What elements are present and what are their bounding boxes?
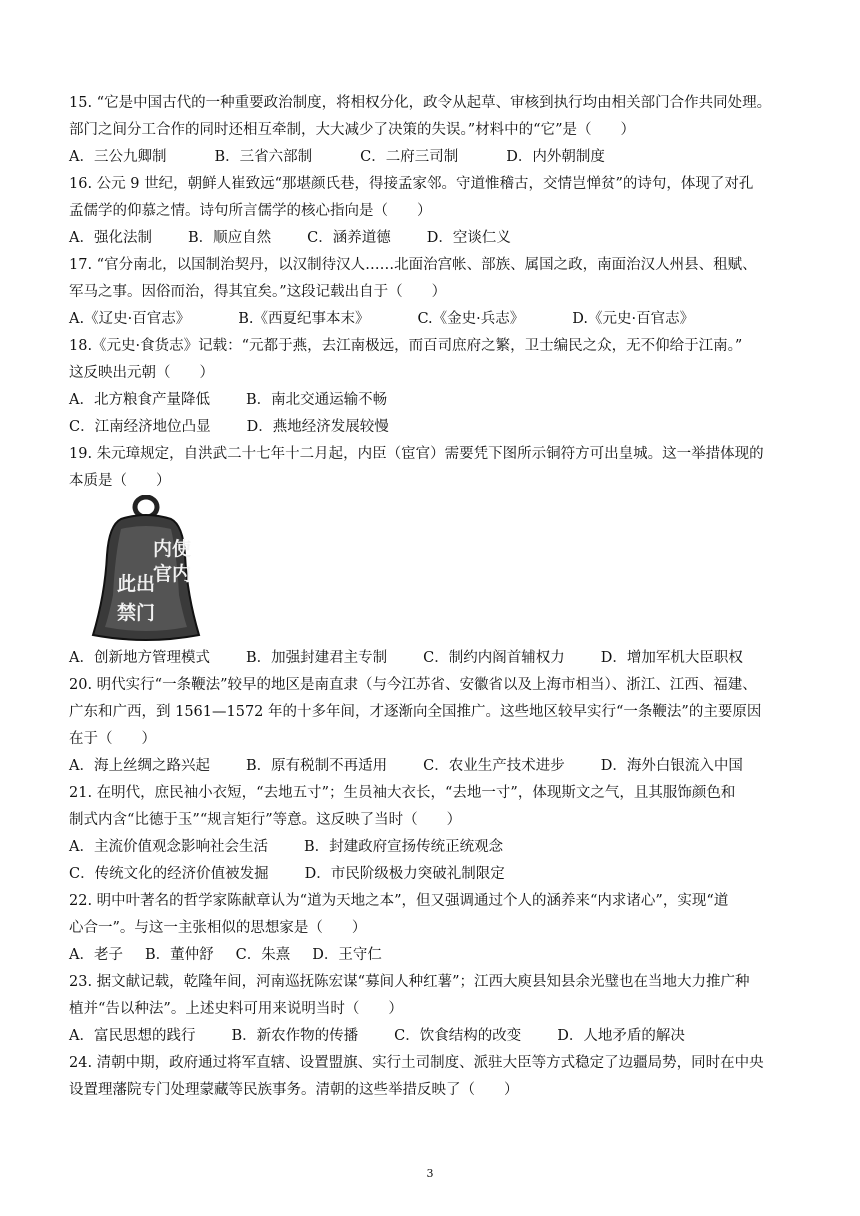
option-d[interactable]: D．内外朝制度 bbox=[506, 149, 605, 165]
option-a[interactable]: A．富民思想的践行 bbox=[69, 1028, 196, 1044]
seal-glyph: 禁门 bbox=[117, 602, 156, 624]
question-23 bbox=[69, 969, 799, 1050]
option-d[interactable]: D.《元史·百官志》 bbox=[572, 311, 695, 327]
option-c[interactable]: C．饮食结构的改变 bbox=[394, 1028, 522, 1044]
question-15 bbox=[69, 90, 799, 171]
option-c[interactable]: C．农业生产技术进步 bbox=[423, 758, 565, 774]
option-a[interactable]: A．北方粮食产量降低 bbox=[69, 392, 210, 408]
seal-glyph: 内使 bbox=[153, 538, 192, 560]
option-row bbox=[69, 753, 799, 780]
question-22 bbox=[69, 888, 799, 969]
option-c[interactable]: C．二府三司制 bbox=[360, 149, 459, 165]
option-d[interactable]: D．人地矛盾的解决 bbox=[557, 1028, 685, 1044]
question-text-line: 18.《元史·食货志》记载：“元都于燕，去江南极远，而百司庶府之繁，卫士编民之众，无不仰给于江南。” bbox=[69, 338, 743, 354]
bronze-tally-figure bbox=[69, 495, 799, 645]
question-text-line: 在于（ ） bbox=[69, 731, 156, 747]
option-c[interactable]: C．传统文化的经济价值被发掘 bbox=[69, 866, 269, 882]
question-21 bbox=[69, 780, 799, 888]
option-b[interactable]: B．三省六部制 bbox=[214, 149, 313, 165]
option-c[interactable]: C．制约内阁首辅权力 bbox=[423, 650, 565, 666]
option-b[interactable]: B．新农作物的传播 bbox=[231, 1028, 359, 1044]
option-a[interactable]: A．创新地方管理模式 bbox=[69, 650, 210, 666]
question-text-line: 这反映出元朝（ ） bbox=[69, 365, 214, 381]
option-b[interactable]: B.《西夏纪事本末》 bbox=[238, 311, 370, 327]
question-18 bbox=[69, 333, 799, 441]
option-a[interactable]: A.《辽史·百官志》 bbox=[69, 311, 191, 327]
question-text-line: 16. 公元 9 世纪，朝鲜人崔致远“那堪颜氏巷，得接孟家邻。守道惟稽古，交情岂惮贫”的诗句，体现了对孔 bbox=[69, 176, 754, 192]
page-number: 3 bbox=[426, 1167, 434, 1180]
question-19 bbox=[69, 441, 799, 672]
seal-glyph: 此出 bbox=[117, 573, 156, 595]
bronze-tally-image bbox=[91, 495, 201, 643]
question-text-line: 17. “官分南北，以国制治契丹，以汉制待汉人……北面治宫帐、部族、属国之政，南面治汉人州县、租赋、 bbox=[69, 257, 757, 273]
option-a[interactable]: A．主流价值观念影响社会生活 bbox=[69, 839, 268, 855]
option-row bbox=[69, 1023, 799, 1050]
question-text-line: 广东和广西，到 1561—1572 年的十多年间，才逐渐向全国推广。这些地区较早实行“一条鞭法”的主要原因 bbox=[69, 704, 762, 720]
option-c[interactable]: C．江南经济地位凸显 bbox=[69, 419, 211, 435]
question-text-line: 孟儒学的仰慕之情。诗句所言儒学的核心指向是（ ） bbox=[69, 203, 432, 219]
option-d[interactable]: D．燕地经济发展较慢 bbox=[246, 419, 389, 435]
option-row bbox=[69, 861, 799, 888]
option-d[interactable]: D．增加军机大臣职权 bbox=[600, 650, 743, 666]
option-row bbox=[69, 834, 799, 861]
question-text-line: 部门之间分工合作的同时还相互牵制，大大减少了决策的失误。”材料中的“它”是（ ） bbox=[69, 122, 635, 138]
question-20 bbox=[69, 672, 799, 780]
question-text-line: 军马之事。因俗而治，得其宜矣。”这段记载出自于（ ） bbox=[69, 284, 447, 300]
question-text-line: 本质是（ ） bbox=[69, 473, 171, 489]
option-d[interactable]: D．海外白银流入中国 bbox=[600, 758, 743, 774]
question-text-line: 制式内含“比德于玉”“规言矩行”等意。这反映了当时（ ） bbox=[69, 812, 462, 828]
question-text-line: 心合一”。与这一主张相似的思想家是（ ） bbox=[69, 920, 367, 936]
seal-glyph: 官内 bbox=[153, 563, 192, 585]
option-row bbox=[69, 306, 799, 333]
option-a[interactable]: A．老子 bbox=[69, 947, 123, 963]
option-row bbox=[69, 387, 799, 414]
option-b[interactable]: B．加强封建君主专制 bbox=[245, 650, 388, 666]
question-text-line: 23. 据文献记载，乾隆年间，河南巡抚陈宏谋“募间人种红薯”；江西大庾县知县余光璧也在当地大力推广种 bbox=[69, 974, 750, 990]
option-c[interactable]: C．朱熹 bbox=[235, 947, 291, 963]
option-row bbox=[69, 645, 799, 672]
question-text-line: 21. 在明代，庶民袖小衣短，“去地五寸”；生员袖大衣长，“去地一寸”，体现斯文之气，且其服饰颜色和 bbox=[69, 785, 736, 801]
question-list bbox=[69, 90, 799, 1104]
option-row bbox=[69, 225, 799, 252]
option-c[interactable]: C．涵养道德 bbox=[307, 230, 391, 246]
option-a[interactable]: A．三公九卿制 bbox=[69, 149, 167, 165]
question-text-line: 22. 明中叶著名的哲学家陈献章认为“道为天地之本”，但又强调通过个人的涵养来“内求诸心”，实现“道 bbox=[69, 893, 729, 909]
question-17 bbox=[69, 252, 799, 333]
option-row bbox=[69, 414, 799, 441]
option-d[interactable]: D．空谈仁义 bbox=[426, 230, 511, 246]
option-c[interactable]: C.《金史·兵志》 bbox=[417, 311, 525, 327]
option-b[interactable]: B．封建政府宣扬传统正统观念 bbox=[303, 839, 504, 855]
option-b[interactable]: B．原有税制不再适用 bbox=[245, 758, 388, 774]
question-text-line: 19. 朱元璋规定，自洪武二十七年十二月起，内臣（宦官）需要凭下图所示铜符方可出皇城。这一举措体现的 bbox=[69, 446, 764, 462]
option-row bbox=[69, 144, 799, 171]
question-text-line: 20. 明代实行“一条鞭法”较早的地区是南直隶（与今江苏省、安徽省以及上海市相当）、浙江、江西、福建、 bbox=[69, 677, 757, 693]
question-text-line: 15. “它是中国古代的一种重要政治制度，将相权分化，政令从起草、审核到执行均由相关部门合作共同处理。 bbox=[69, 95, 772, 111]
question-text-line: 24. 清朝中期，政府通过将军直辖、设置盟旗、实行土司制度、派驻大臣等方式稳定了边疆局势，同时在中央 bbox=[69, 1055, 764, 1071]
question-text-line: 设置理藩院专门处理蒙藏等民族事务。清朝的这些举措反映了（ ） bbox=[69, 1082, 519, 1098]
option-a[interactable]: A．强化法制 bbox=[69, 230, 152, 246]
option-b[interactable]: B．顺应自然 bbox=[187, 230, 272, 246]
question-24 bbox=[69, 1050, 799, 1104]
option-b[interactable]: B．南北交通运输不畅 bbox=[245, 392, 388, 408]
option-row bbox=[69, 942, 799, 969]
option-d[interactable]: D．王守仁 bbox=[312, 947, 382, 963]
option-a[interactable]: A．海上丝绸之路兴起 bbox=[69, 758, 210, 774]
question-text-line: 植并“告以种法”。上述史料可用来说明当时（ ） bbox=[69, 1001, 403, 1017]
option-b[interactable]: B．董仲舒 bbox=[144, 947, 214, 963]
option-d[interactable]: D．市民阶级极力突破礼制限定 bbox=[304, 866, 505, 882]
question-16 bbox=[69, 171, 799, 252]
